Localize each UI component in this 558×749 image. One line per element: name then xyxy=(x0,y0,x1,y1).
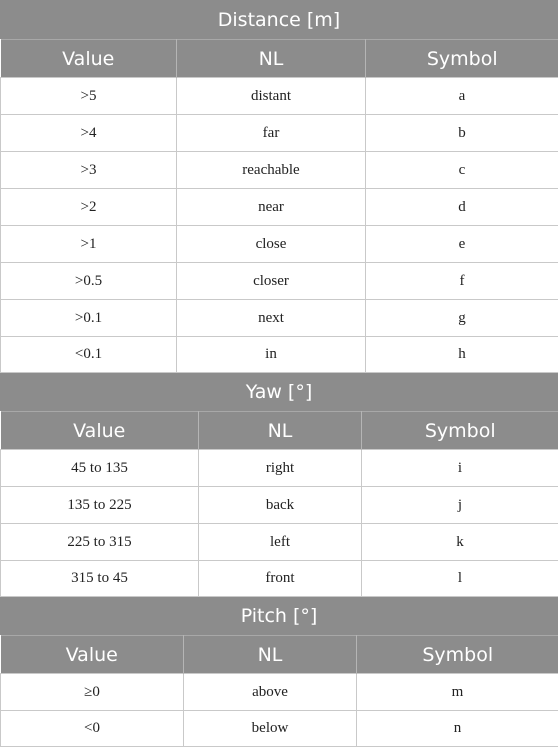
value-column-header: Value xyxy=(1,412,199,450)
pitch-section xyxy=(0,597,558,747)
pitch-title: Pitch [°] xyxy=(0,597,558,635)
nl-cell: close xyxy=(177,226,366,263)
value-cell: >2 xyxy=(1,189,177,226)
table-row xyxy=(1,300,558,337)
value-cell: ≥0 xyxy=(1,674,184,711)
nl-column-header: NL xyxy=(177,40,366,78)
symbol-cell: k xyxy=(362,524,558,561)
pitch-table xyxy=(0,635,558,747)
yaw-title: Yaw [°] xyxy=(0,373,558,411)
distance-section xyxy=(0,0,558,373)
value-cell: >4 xyxy=(1,115,177,152)
table-row xyxy=(1,226,558,263)
table-row xyxy=(1,115,558,152)
table-row xyxy=(1,152,558,189)
table-row xyxy=(1,561,558,597)
value-cell: 225 to 315 xyxy=(1,524,199,561)
nl-cell: right xyxy=(199,450,362,487)
nl-cell: front xyxy=(199,561,362,597)
symbol-cell: j xyxy=(362,487,558,524)
value-column-header: Value xyxy=(1,636,184,674)
symbol-cell: b xyxy=(366,115,558,152)
table-row xyxy=(1,78,558,115)
distance-title: Distance [m] xyxy=(0,0,558,39)
value-cell: <0 xyxy=(1,711,184,747)
yaw-table xyxy=(0,411,558,597)
nl-cell: far xyxy=(177,115,366,152)
value-cell: 135 to 225 xyxy=(1,487,199,524)
nl-cell: back xyxy=(199,487,362,524)
value-cell: >1 xyxy=(1,226,177,263)
symbol-cell: c xyxy=(366,152,558,189)
symbol-cell: g xyxy=(366,300,558,337)
symbol-cell: m xyxy=(357,674,558,711)
value-cell: 315 to 45 xyxy=(1,561,199,597)
symbol-column-header: Symbol xyxy=(357,636,558,674)
distance-table xyxy=(0,39,558,373)
symbol-cell: a xyxy=(366,78,558,115)
nl-column-header: NL xyxy=(184,636,357,674)
nl-cell: distant xyxy=(177,78,366,115)
symbol-column-header: Symbol xyxy=(362,412,558,450)
symbol-cell: l xyxy=(362,561,558,597)
distance-header-row xyxy=(1,40,558,78)
symbol-column-header: Symbol xyxy=(366,40,558,78)
symbol-cell: h xyxy=(366,337,558,373)
nl-cell: below xyxy=(184,711,357,747)
table-row xyxy=(1,674,558,711)
table-row xyxy=(1,450,558,487)
nl-cell: next xyxy=(177,300,366,337)
table-row xyxy=(1,711,558,747)
value-cell: >3 xyxy=(1,152,177,189)
symbol-cell: n xyxy=(357,711,558,747)
nl-cell: in xyxy=(177,337,366,373)
symbol-cell: i xyxy=(362,450,558,487)
nl-cell: reachable xyxy=(177,152,366,189)
table-row xyxy=(1,487,558,524)
symbol-cell: f xyxy=(366,263,558,300)
value-column-header: Value xyxy=(1,40,177,78)
table-row xyxy=(1,263,558,300)
yaw-header-row xyxy=(1,412,558,450)
value-cell: <0.1 xyxy=(1,337,177,373)
symbol-cell: e xyxy=(366,226,558,263)
table-row xyxy=(1,189,558,226)
value-cell: 45 to 135 xyxy=(1,450,199,487)
value-cell: >0.1 xyxy=(1,300,177,337)
value-cell: >5 xyxy=(1,78,177,115)
table-row xyxy=(1,524,558,561)
nl-column-header: NL xyxy=(199,412,362,450)
nl-cell: closer xyxy=(177,263,366,300)
nl-cell: near xyxy=(177,189,366,226)
yaw-section xyxy=(0,373,558,597)
symbol-cell: d xyxy=(366,189,558,226)
value-cell: >0.5 xyxy=(1,263,177,300)
nl-cell: above xyxy=(184,674,357,711)
nl-cell: left xyxy=(199,524,362,561)
table-row xyxy=(1,337,558,373)
pitch-header-row xyxy=(1,636,558,674)
